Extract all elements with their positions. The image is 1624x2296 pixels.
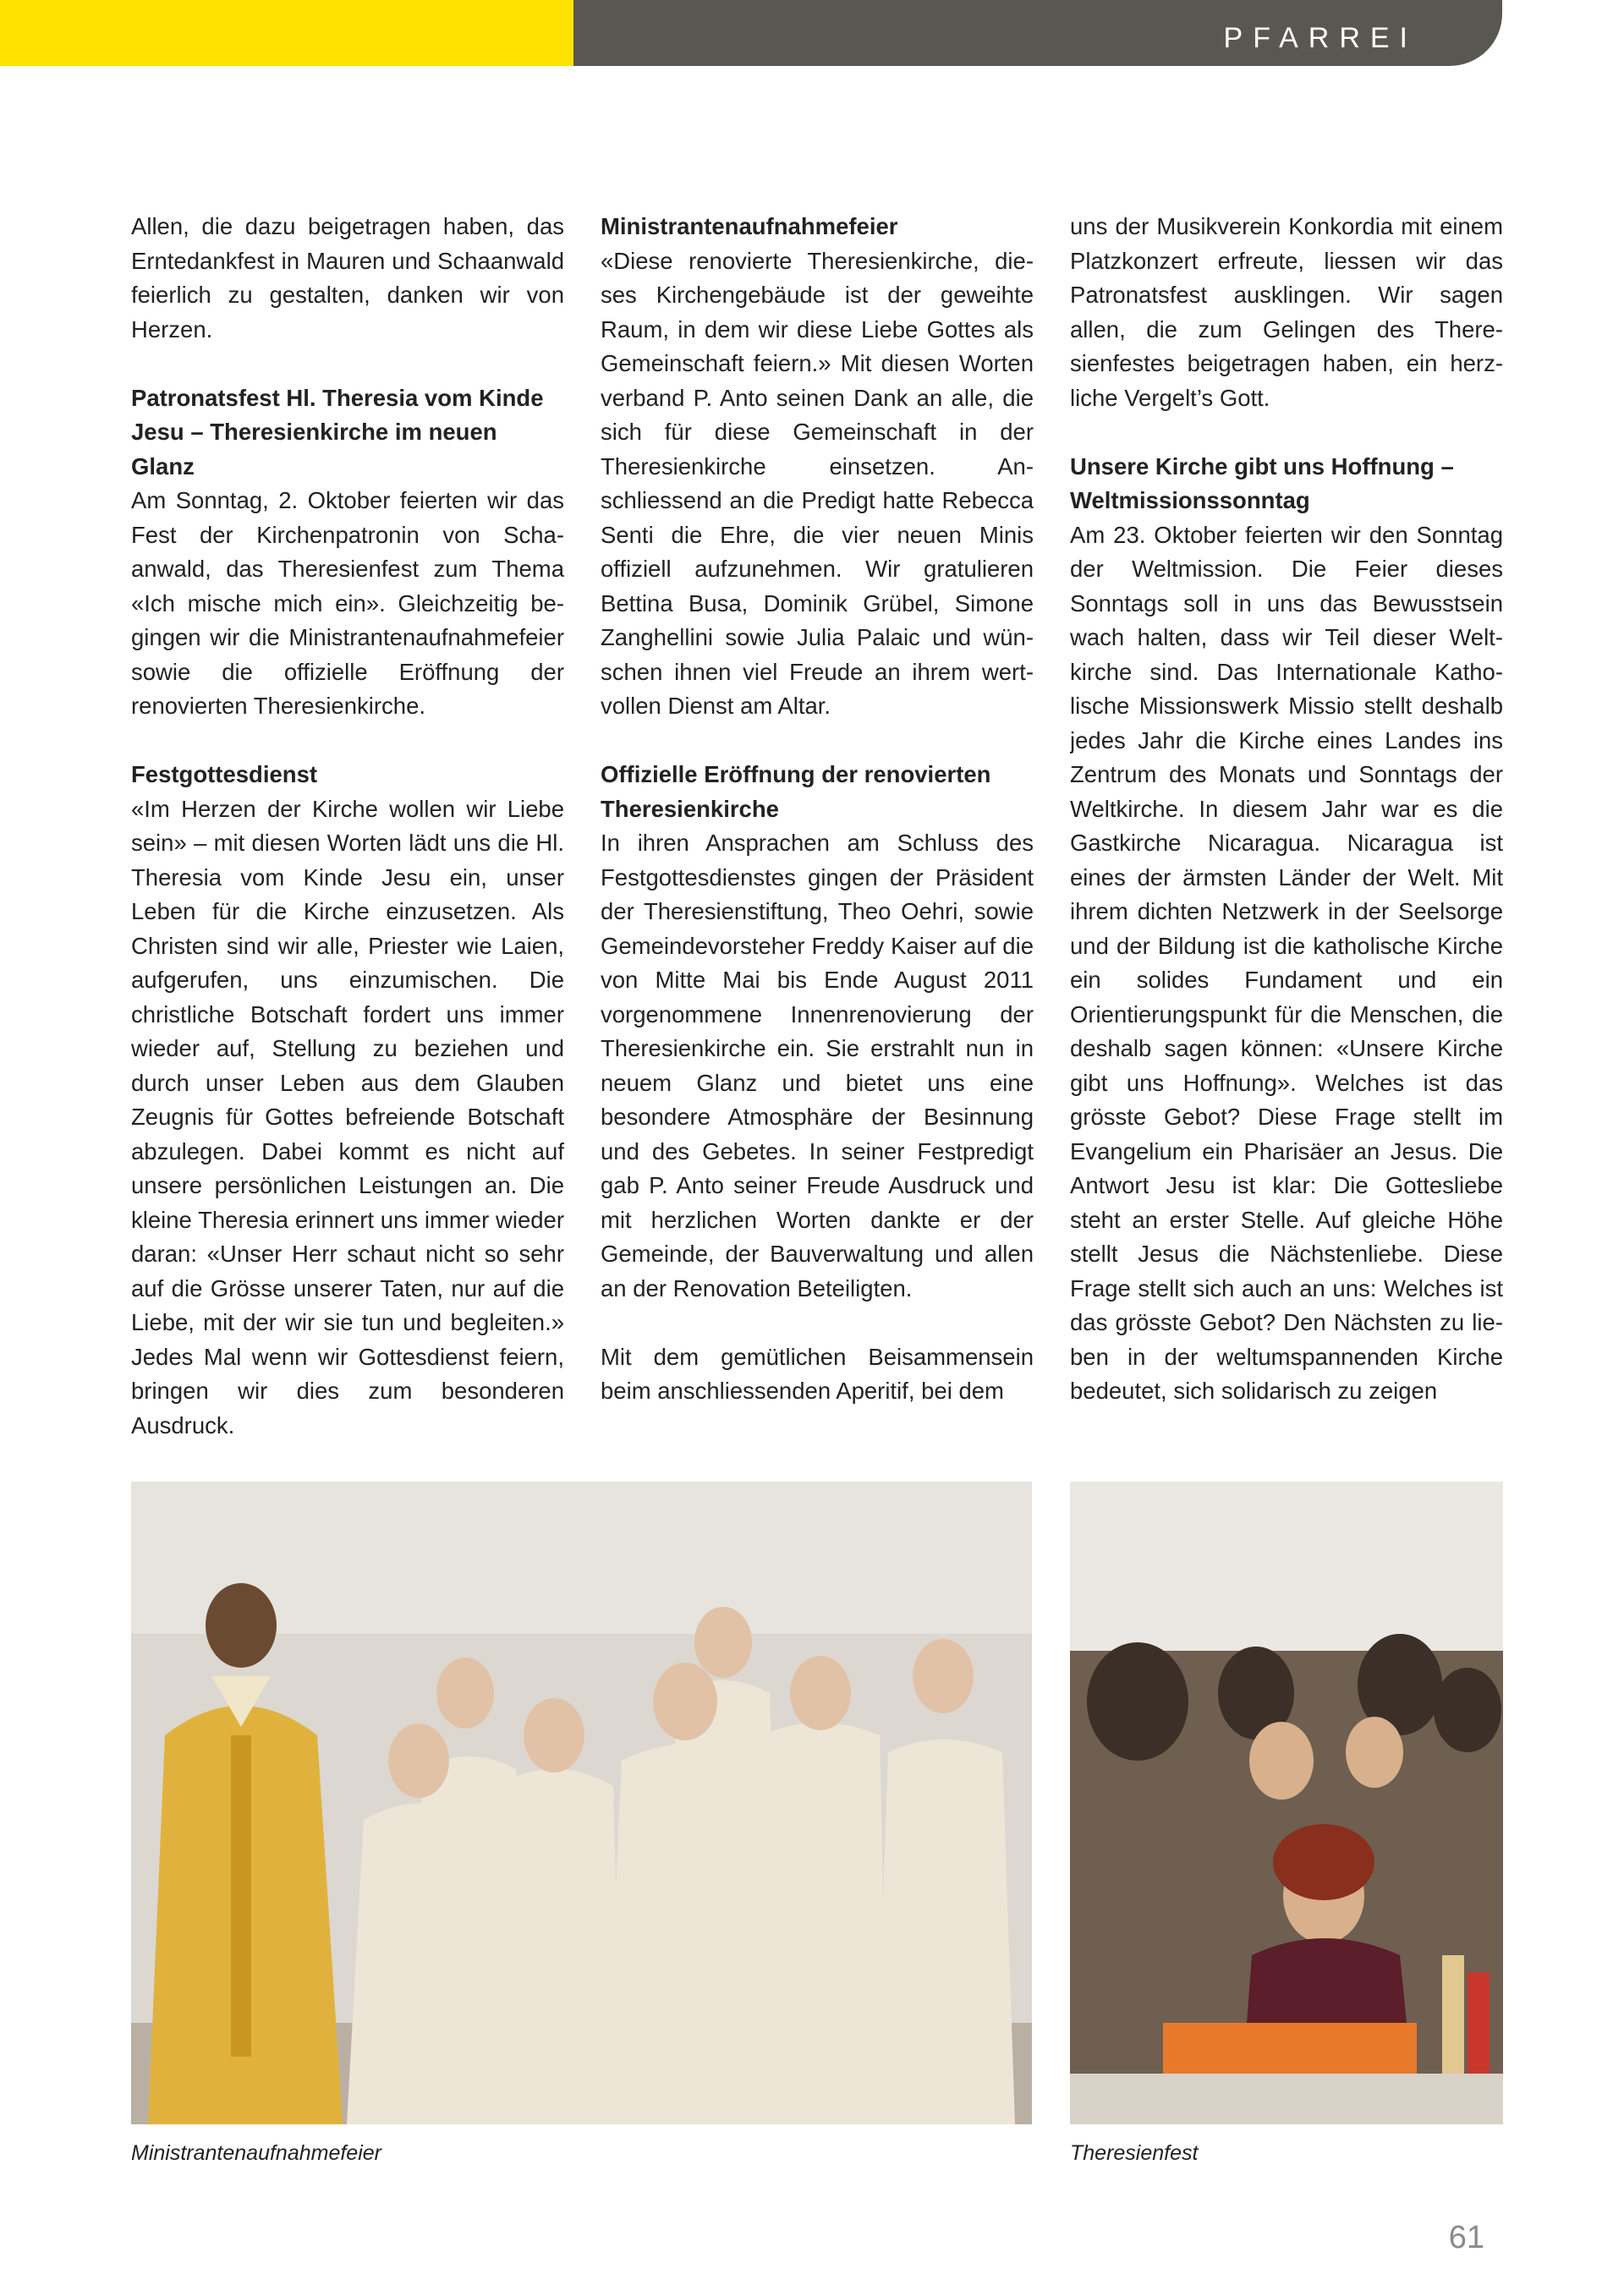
ministranten-photo-caption: Ministrantenaufnahmefeier xyxy=(131,2141,381,2165)
festgottesdienst-paragraph: «Im Herzen der Kirche wollen wir Liebe sein» – mit diesen Worten lädt uns die Hl. Theresia vom Kinde Jesu ein, unser Leben für die Kirche einzusetzen. Als Christen sind wir alle, Priester wie Laien, aufgerufen, uns einzumischen. Die christliche Botschaft fordert uns immer wieder auf, Stellung zu beziehen und durch unser Leben aus dem Glauben Zeugnis für Gottes befreiende Botschaft abzulegen. Dabei kommt es nicht auf unsere persönlichen Leistungen an. Die kleine Theresia erinnert uns immer wieder daran: «Unser Herr schaut nicht so sehr auf die Grösse unserer Taten, nur auf die Liebe, mit der wir sie tun und begleiten.» Jedes Mal wenn wir Gottesdienst feiern, bringen wir dies zum besonderen Ausdruck. xyxy=(131,795,564,1438)
patronatsfest-paragraph: Am Sonntag, 2. Oktober feierten wir das Fest der Kirchenpatronin von Schaanwald, das Theresienfest zum Thema «Ich mische mich ein». Gleichzeitig begingen wir die Ministrantenaufnahmefeier sowie die offizielle Eröffnung der renovierten Theresienkirche. xyxy=(131,487,564,719)
text-column-1 xyxy=(131,210,564,1453)
festgottesdienst-heading: Festgottesdienst xyxy=(131,761,318,787)
continuation-paragraph: uns der Musikverein Konkordia mit einem Platzkonzert erfreute, liessen wir das Patronatsfest ausklingen. Wir sagen allen, die zum Gelingen des Theresienfestes beigetragen haben, ein herzliche Vergelt’s Gott. xyxy=(1070,213,1503,411)
header-accent-bar xyxy=(0,0,573,66)
eroeffnung-paragraph: In ihren Ansprachen am Schluss des Festgottesdienstes gingen der Präsident der Theresienstiftung, Theo Oehri, sowie Gemeindevorsteher Freddy Kaiser auf die von Mitte Mai bis Ende August 2011 vorgenommene Innenrenovierung der Theresienkirche ein. Sie erstrahlt nun in neuem Glanz und bietet uns eine besondere Atmosphäre der Besinnung und des Gebetes. In seiner Festpredigt gab P. Anto seiner Freude Ausdruck und mit herzlichen Worten dankte er der Gemeinde, der Bauverwaltung und allen an der Renovation Beteiligten. xyxy=(601,830,1034,1301)
section-title: PFARREI xyxy=(1223,22,1418,54)
theresienfest-photo xyxy=(1070,1482,1503,2124)
weltmission-paragraph: Am 23. Oktober feierten wir den Sonntag der Weltmission. Die Feier dieses Sonntags soll in uns das Bewusstsein wach halten, dass wir Teil dieser Weltkirche sind. Das Internationale Katholische Missionswerk Missio stellt deshalb jedes Jahr die Kirche eines Landes ins Zentrum des Monats und Sonntags der Weltkirche. In diesem Jahr war es die Gastkirche Nicaragua. Nicaragua ist eines der ärmsten Länder der Welt. Mit ihrem dichten Netzwerk in der Seelsorge und der Bildung ist die katholische Kirche ein solides Fundament und ein Orientierungspunkt für die Menschen, die deshalb sagen können: «Unsere Kirche gibt uns Hoffnung». Welches ist das grösste Gebot? Diese Frage stellt im Evangelium ein Pharisäer an Jesus. Die Antwort Jesu ist klar: Die Gottesliebe steht an erster Stelle. Auf gleiche Höhe stellt Jesus die Nächstenliebe. Diese Frage stellt sich auch an uns: Welches ist das grösste Gebot? Den Nächsten zu lieben in der weltumspannenden Kirche bedeutet, sich solidarisch zu zeigen xyxy=(1070,521,1503,1404)
ministranten-photo xyxy=(131,1482,1032,2124)
apero-paragraph: Mit dem gemütlichen Beisammensein beim anschliessenden Aperitif, bei dem xyxy=(601,1343,1034,1404)
ministranten-photo-illustration xyxy=(131,1482,1032,2124)
theresienfest-photo-illustration xyxy=(1070,1482,1503,2124)
page-number: 61 xyxy=(1448,2220,1484,2255)
ministranten-paragraph: «Diese renovierte Theresienkirche, dieses Kirchengebäude ist der geweihte Raum, in dem wir diese Liebe Gottes als Gemeinschaft feiern.» Mit diesen Worten verband P. Anto seinen Dank an alle, die sich für diese Gemeinschaft in der Theresienkirche einsetzen. Anschliessend an die Predigt hatte Rebecca Senti die Ehre, die vier neuen Minis offiziell aufzunehmen. Wir gratulieren Bettina Busa, Dominik Grübel, Simone Zanghellini sowie Julia Palaic und wünschen ihnen viel Freude an ihrem wertvollen Dienst am Altar. xyxy=(601,247,1034,719)
eroeffnung-section xyxy=(601,758,1034,1306)
patronatsfest-heading: Patronatsfest Hl. Theresia vom Kinde Jesu – Theresienkirche im neuen Glanz xyxy=(131,384,544,479)
theresienfest-photo-caption: Theresienfest xyxy=(1070,2141,1199,2165)
weltmission-heading: Unsere Kirche gibt uns Hoffnung – Weltmissionssonntag xyxy=(1070,452,1454,513)
text-column-2 xyxy=(601,210,1034,1453)
patronatsfest-section xyxy=(131,381,564,724)
intro-paragraph: Allen, die dazu beigetragen haben, das Erntedankfest in Mauren und Schaanwald feierlich zu gestalten, danken wir von Herzen. xyxy=(131,213,564,342)
weltmission-section xyxy=(1070,450,1503,1409)
festgottesdienst-section xyxy=(131,758,564,1443)
section-header-bar xyxy=(573,0,1502,66)
ministranten-heading: Ministrantenaufnahmefeier xyxy=(601,213,898,239)
eroeffnung-heading: Offizielle Eröffnung der renovierten Theresienkirche xyxy=(601,761,991,822)
ministranten-section xyxy=(601,210,1034,724)
text-column-3 xyxy=(1070,210,1503,1453)
